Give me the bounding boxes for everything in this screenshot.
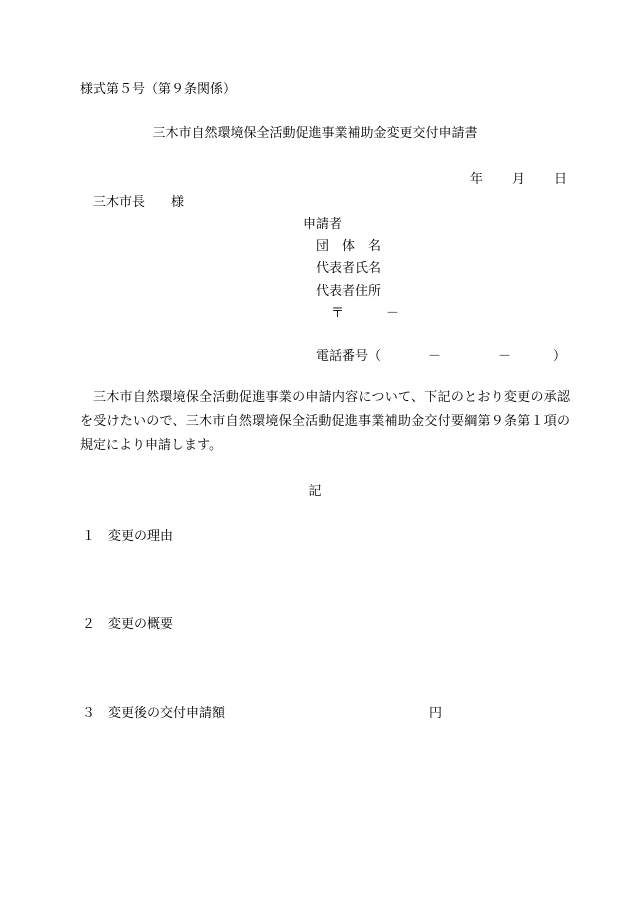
- item-3-label: 変更後の交付申請額: [108, 706, 226, 721]
- item-1-number: １: [82, 529, 96, 544]
- ki-heading: 記: [308, 484, 322, 499]
- item-2-label: 変更の概要: [108, 617, 174, 632]
- phone-label: 電話番号（: [316, 349, 382, 364]
- body-paragraph: 三木市自然環境保全活動促進事業の申請内容について、下記のとおり変更の承認を受けたいので、三木市自然環境保全活動促進事業補助金交付要綱第９条第１項の規定により申請します。: [80, 390, 570, 453]
- addressee: 三木市長 様: [93, 195, 185, 210]
- phone-dash-2: －: [498, 349, 512, 364]
- rep-name-label: 代表者氏名: [316, 261, 382, 276]
- postal-dash: －: [386, 306, 400, 321]
- item-3-number: ３: [82, 706, 96, 721]
- applicant-heading: 申請者: [303, 217, 343, 232]
- yen-unit: 円: [429, 706, 443, 721]
- rep-address-label: 代表者住所: [316, 284, 382, 299]
- item-1-label: 変更の理由: [108, 529, 174, 544]
- date-year-label: 年: [470, 172, 484, 187]
- form-number: 様式第５号（第９条関係）: [80, 82, 237, 97]
- phone-close-paren: ）: [553, 349, 567, 364]
- date-month-label: 月: [512, 172, 526, 187]
- item-2-number: ２: [82, 617, 96, 632]
- phone-dash-1: －: [428, 349, 442, 364]
- document-title: 三木市自然環境保全活動促進事業補助金変更交付申請書: [152, 126, 478, 141]
- date-day-label: 日: [554, 172, 568, 187]
- org-name-label: 団 体 名: [316, 239, 382, 254]
- postal-mark: 〒: [331, 306, 345, 321]
